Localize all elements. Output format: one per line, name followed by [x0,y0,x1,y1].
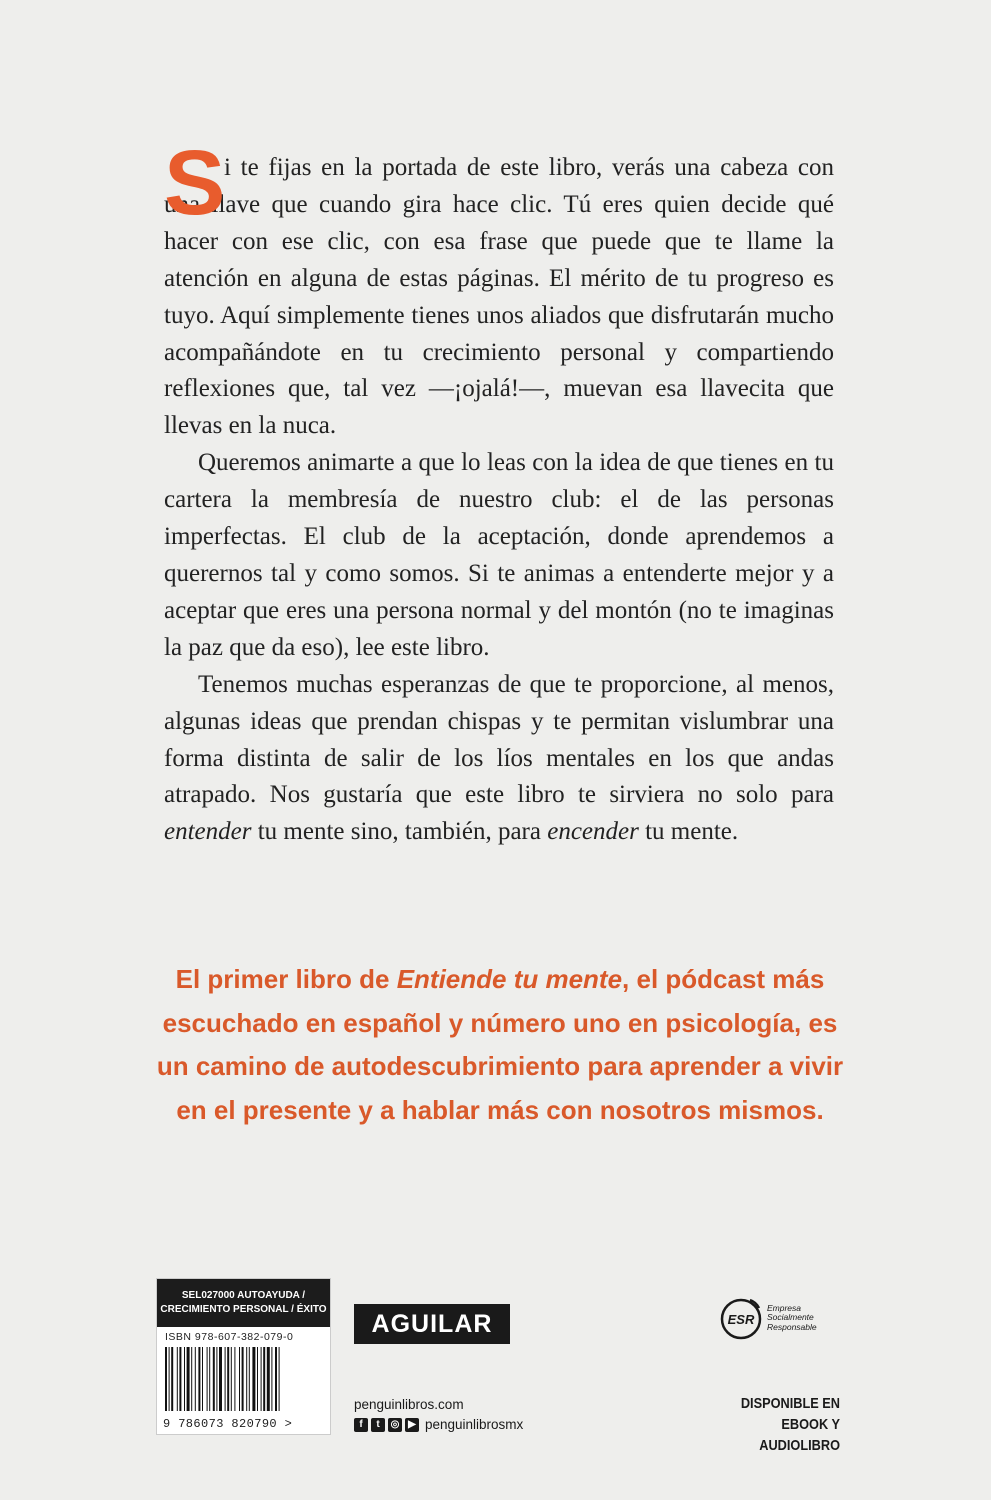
website-link[interactable]: penguinlibros.com [354,1397,464,1412]
esr-line-2: Socialmente [767,1312,814,1323]
esr-caption [767,1304,817,1333]
availability-line-2: EBOOK Y AUDIOLIBRO [759,1416,840,1454]
availability-note [713,1393,841,1456]
paragraph-3 [164,667,834,852]
esr-line-3: Responsable [767,1321,817,1332]
social-links [354,1417,523,1432]
social-handle[interactable]: penguinlibrosmx [425,1417,524,1432]
youtube-icon[interactable]: ▶ [405,1418,419,1432]
twitter-icon[interactable]: t [371,1418,385,1432]
emphasis-entender: entender [164,818,252,846]
paragraph-3-text-b: tu mente sino, también, para [251,818,548,846]
drop-cap: S [164,132,226,234]
esr-logo-icon [720,1296,762,1340]
blurb-text-a: El primer libro de [175,964,397,994]
paragraph-1 [164,132,834,445]
category-line-2: CRECIMIENTO PERSONAL / ÉXITO [160,1304,327,1315]
paragraph-3-text-c: tu mente. [638,818,739,846]
back-cover-text [164,132,834,851]
blurb-text-b: , el pódcast más escuchado en español y número uno en psicología, es un camino de autodescubrimiento para aprender a vivir en el presente y a hablar más con nosotros mismos. [156,964,844,1125]
category-label [157,1279,330,1327]
facebook-icon[interactable]: f [354,1418,368,1432]
esr-badge [720,1296,817,1340]
esr-line-1: Empresa [767,1302,802,1313]
paragraph-3-text-a: Tenemos muchas esperanzas de que te proporcione, al menos, algunas ideas que prendan chispas y te permitan vislumbrar una forma distinta de salir de los líos mentales en los que andas atrapado. Nos gustaría que este libro te sirviera no solo para [164,670,834,809]
barcode-icon [165,1347,323,1415]
instagram-icon[interactable]: ◎ [388,1418,402,1432]
isbn-barcode-box [156,1278,331,1435]
isbn-number: ISBN 978-607-382-079-0 [165,1331,294,1343]
esr-badge-text: ESR [727,1312,755,1327]
promo-blurb [150,958,850,1132]
podcast-title: Entiende tu mente [396,964,623,994]
publisher-logo: AGUILAR [354,1304,510,1344]
category-line-1: SEL027000 AUTOAYUDA / [181,1290,306,1301]
availability-line-1: DISPONIBLE EN [740,1395,840,1412]
paragraph-2: Queremos animarte a que lo leas con la idea de que tienes en tu cartera la membresía de nuestro club: el de las personas imperfectas. El club de la aceptación, donde aprendemos a querernos tal y como somos. Si te animas a entenderte mejor y a aceptar que eres una persona normal y del montón (no te imaginas la paz que da eso), lee este libro. [164,449,834,661]
paragraph-1-text: i te fijas en la portada de este libro, verás una cabeza con una llave que cuando gira hace clic. Tú eres quien decide qué hacer con ese clic, con esa frase que puede que te llame la atención en alguna de estas páginas. El mérito de tu progreso es tuyo. Aquí simplemente tienes unos aliados que disfrutarán mucho acompañándote en tu crecimiento personal y compartiendo reflexiones que, tal vez —¡ojalá!—, muevan esa llavecita que llevas en la nuca. [164,154,834,440]
barcode-digits: 9 786073 820790 > [163,1417,293,1431]
emphasis-encender: encender [547,818,639,846]
